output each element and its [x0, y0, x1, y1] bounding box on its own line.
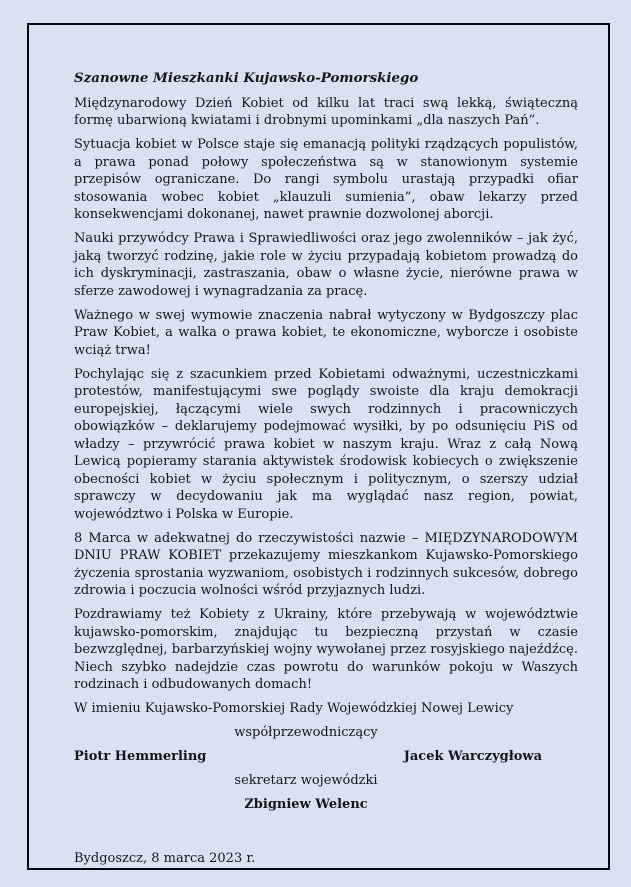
- signature-on-behalf: W imieniu Kujawsko-Pomorskiej Rady Wojewódzkiej Nowej Lewicy: [74, 701, 514, 716]
- body-paragraph: Pozdrawiamy też Kobiety z Ukrainy, które przebywają w województwie kujawsko-pomorskim, znajdując tu bezpieczną przystań w czasie bezwzględnej, barbarzyńskiej wojny wywołanej przez rosyjskiego najeźdźcę. Niech szybko nadejdzie czas powrotu do warunków pokoju w Waszych rodzinach i odbudowanych domach!: [74, 607, 578, 692]
- dateline: Bydgoszcz, 8 marca 2023 r.: [74, 850, 256, 866]
- body-paragraph: Pochylając się z szacunkiem przed Kobietami odważnymi, uczestniczkami protestów, manifestującymi swe poglądy swoiste dla kraju demokracji europejskiej, łączącymi wiele swych rodzinnych i pracowniczych obowiązków – deklarujemy podejmować wysiłki, by po odsunięciu PiS od władzy – przywrócić prawa kobiet w naszym kraju. Wraz z całą Nową Lewicą popieramy starania aktywistek środowisk kobiecych o zwiększenie obecności kobiet w życiu społecznym i politycznym, o szerszy udział sprawczy w decydowaniu jak ma wyglądać nasz region, powiat, województwo i Polska w Europie.: [74, 366, 578, 522]
- body-paragraph: Międzynarodowy Dzień Kobiet od kilku lat traci swą lekką, świąteczną formę ubarwioną kwiatami i drobnymi upominkami „dla naszych Pań”.: [74, 95, 578, 128]
- salutation-heading: Szanowne Mieszkanki Kujawsko-Pomorskiego: [74, 70, 419, 86]
- body-paragraph: Nauki przywódcy Prawa i Sprawiedliwości oraz jego zwolenników – jak żyć, jaką tworzyć rodzinę, jakie role w życiu przypadają kobietom prowadzą do ich dyskryminacji, zastraszania, obaw o własne życie, nierówne prawa w sferze zawodowej i wynagradzania za pracę.: [74, 231, 578, 299]
- body-paragraph: Ważnego w swej wymowie znaczenia nabrał wytyczony w Bydgoszczy plac Praw Kobiet, a walka o prawa kobiet, te ekonomiczne, wyborcze i osobiste wciąż trwa!: [74, 307, 578, 358]
- signer-name-right: Jacek Warczygłowa: [403, 749, 542, 764]
- body-paragraph: 8 Marca w adekwatnej do rzeczywistości nazwie – MIĘDZYNARODOWYM DNIU PRAW KOBIET przekazujemy mieszkankom Kujawsko-Pomorskiego życzenia sprostania wyzwaniom, osobistych i rodzinnych sukcesów, dobrego zdrowia i poczucia wolności wśród przyjaznych ludzi.: [74, 530, 578, 598]
- body-paragraph: Sytuacja kobiet w Polsce staje się emanacją polityki rządzących populistów, a prawa ponad połowy społeczeństwa są w stanowionym systemie przepisów ograniczane. Do rangi symbolu urastają przypadki ofiar stosowania wobec kobiet „klauzuli sumienia”, obaw lekarzy przed konsekwencjami dokonanej, nawet prawnie dozwolonej aborcji.: [74, 137, 578, 222]
- secretary-name: Zbigniew Welenc: [244, 797, 368, 812]
- signer-name-left: Piotr Hemmerling: [74, 749, 207, 764]
- letter-body: [74, 70, 578, 867]
- co-chair-names-row: [74, 748, 578, 766]
- secretary-title: sekretarz wojewódzki: [234, 773, 378, 788]
- co-chair-title: współprzewodniczący: [234, 725, 378, 740]
